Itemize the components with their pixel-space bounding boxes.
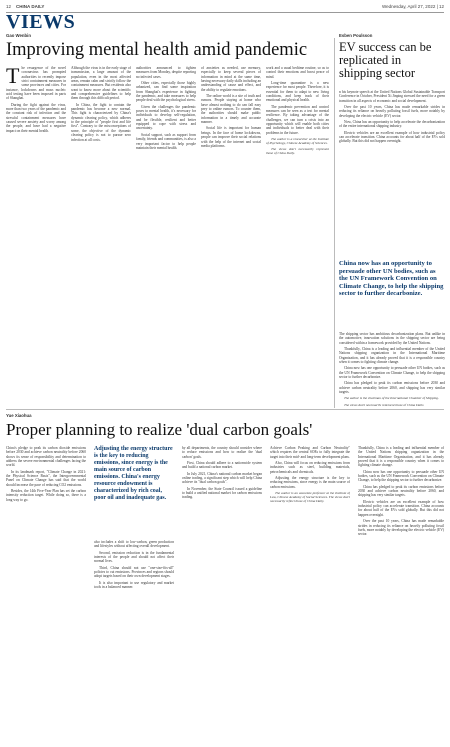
article1-column-5 (266, 66, 329, 406)
paragraph: It is also important to use regulatory and market tools in a balanced manner. (94, 580, 174, 590)
article3-column-2 (94, 540, 174, 742)
article1-column-2 (71, 66, 131, 406)
article2-pull-quote: China now has an opportunity to persuade other UN bodies, such as the UN Framework Convention on Climate Change, to help the shipping sector to further decarbonize. (339, 260, 444, 298)
article2-headline: EV success can be replicated in shipping sector (339, 40, 432, 81)
paragraph: by all departments, the country should consider where to reduce emissions and how to realize the 'dual carbon' goals. (182, 446, 262, 459)
paragraph: China's pledge to peak its carbon dioxide emissions before 2030 and achieve carbon neutrality before 2060 shows its sense of responsibility and determination to address the severe environmental challenges facing the world. (6, 446, 86, 468)
paragraph: In November, the State Council issued a guideline to build a unified national market for carbon emissions trading. (182, 486, 262, 500)
paragraph: of anxieties as needed, use memory, especially to keep several pieces of information in mind at the same time, having necessary daily skills including an understanding of cause and effect, and the ability to regulate emotions. (201, 66, 261, 92)
article2-body-top (339, 90, 445, 240)
disclaimer: The views don't necessarily represent those of China Daily. (344, 402, 425, 406)
page-number: 12 (6, 4, 12, 9)
article1-headline: Improving mental health amid pandemic (6, 40, 308, 60)
article2-byline: Esben Poulsson (339, 33, 373, 38)
paragraph: Other cities, especially those highly urbanized, can find some inspiration from Shanghai's experience in fighting the pandemic, and take measures to help people deal with the psychological stress. (136, 81, 196, 103)
section-title: VIEWS (6, 11, 76, 33)
section-divider (6, 409, 444, 410)
paragraph: In China, the fight to contain the pandemic has become a new normal. This fight is characterized by China's dynamic clearing policy, which adheres to the principle of "people first and life first". Contrary to the misconceptions of some, the objective of the dynamic clearing policy is not to pursue zero infection at all costs. (71, 102, 131, 142)
paragraph: Achieve Carbon Peaking and Carbon Neutrality" which requires the central SOEs to fully integrate the target into their mid- and long-term development plans. (270, 446, 350, 459)
paragraph: China now has one opportunity to persuade other UN bodies, such as the UN Framework Convention on Climate Change, to help the shipping sector to further decarbonize. (339, 366, 445, 380)
article3-headline: Proper planning to realize 'dual carbon goals' (6, 420, 313, 439)
paragraph: The shipping sector has ambitious decarbonization plans. But unlike in the automotive, innovation solutions in the shipping sector are being considered within a framework provided by the United Nations. (339, 332, 445, 345)
article3-column-1 (6, 446, 86, 742)
issue-date: Wednesday, April 27, 2022 | 12 (381, 4, 444, 9)
paragraph: During the fight against the virus, more than two years of the pandemic and the constant risk of infection and the stressful containment measures have caused severe anxiety and worry among the people, and have had a negative impact on their mental health. (6, 102, 66, 133)
paragraph: In its landmark report, "Climate Change in 2021: the Physical Science Basis", the Intergovernmental Panel on Climate Change has said that the world should increase the pace of reducing CO2 emissions. (6, 469, 86, 487)
paragraph: The pandemic prevention and control measures can be seen as a test for mental resilience. By taking advantage of the challenges, we can turn a crisis into an opportunity which will enable both cities and individuals to better deal with their problems in the future. (266, 104, 329, 135)
article3-column-3 (182, 446, 262, 742)
paragraph: Long-time quarantine is a new experience for most people. Therefore, it is essential for them to adapt to new living conditions, and keep track of their emotional and physical health. (266, 81, 329, 103)
paragraph: Thankfully, China is a leading and influential member of the United Nations shipping organization in the International Maritime Organization, and it has already proved that it is a responsible country when it comes to fighting climate change. (339, 347, 445, 365)
paragraph: Also, China will focus on reducing emissions from industries such as steel, building materials, petrochemicals and chemicals. (270, 461, 350, 474)
paragraph: he resurgence of the novel coronavirus has prompted authorities to recently impose strict containment measures in some provinces and cities. For instance, lockdowns and mass nucleic acid testing have been imposed in parts of Shanghai. (6, 66, 66, 101)
article2-body-bottom (339, 332, 445, 406)
paragraph: Over the past 10 years, China has made remarkable strides in reducing its reliance on heavily polluting fossil fuels, more notably by developing the electric vehicle (EV) sector. (339, 105, 445, 118)
paragraph: First, China should adhere to a nationwide system and build a national carbon market. (182, 461, 262, 470)
paragraph: also includes a shift to low-carbon, green production and lifestyles without affecting overall development. (94, 540, 174, 549)
paragraph: In July 2021, China's national carbon market began online trading, a significant step which will help China achieve its "dual carbon goals". (182, 471, 262, 485)
paragraph: Now, China has an opportunity to help accelerate the decarbonization of the entire international shipping industry. (339, 120, 445, 129)
paragraph: Social support, such as support from family, friends and communities, is also a very important factor to help people maintain their mental health. (136, 132, 196, 150)
article3-pull-quote: Adjusting the energy structure is the key to reducing emissions, since energy is the main source of carbon emissions. China's energy resource endowment is characterized by rich coal, poor oil and inadequate gas. (94, 446, 173, 501)
paragraph: Second, emission reduction is in the fundamental interests of the people and should not affect their normal lives. (94, 550, 174, 564)
paragraph: China now has one opportunity to persuade other UN bodies, such as the UN Framework Convention on Climate Change, to help the shipping sector to further decarbonize. (358, 469, 444, 483)
paragraph: Besides, the 14th Five-Year Plan has set the carbon intensity reduction target. While doing so, there is a long way to go. (6, 489, 86, 502)
paragraph: Given the challenges the pandemic poses to mental health, it's necessary for individuals to develop self-regulation, and be flexible, resilient and better equipped to cope with stress and uncertainty. (136, 104, 196, 131)
paragraph: n his keynote speech at the United Nations Global Sustainable Transport Conference in October, President Xi Jinping stressed the need for a green transition in all aspects of economic and social development. (339, 90, 445, 103)
paragraph: Over the past 10 years, China has made remarkable strides in reducing its reliance on heavily polluting fossil fuels, more notably by developing the electric vehicle (EV) sector. (358, 519, 444, 537)
article3-byline: Yue Xiaohua (6, 413, 32, 418)
column-divider (334, 38, 335, 408)
author-note: The author is a researcher at the Institute of Psychology, Chinese Academy of Sciences. (266, 137, 329, 146)
paragraph: Although the virus is in the early stage of transmission, a large amount of the population, even in the most affected areas, remain calm and strictly follow the containment measures. But residents also want to know more about the scientific and comprehensive guidelines to help them through this difficult period. (71, 66, 131, 101)
paragraph: Electric vehicles are an excellent example of how industrial policy can accelerate transition. China accounts for about half of the EVs sold globally. But this did not happen overnight. (339, 130, 445, 144)
article1-column-1 (6, 66, 66, 406)
newspaper-logo: CHINA DAILY (16, 4, 45, 9)
paragraph: Third, China should not use "one-size-fits-all" policies to cut emissions. Provinces and regions should adopt targets based on their own development stages. (94, 565, 174, 579)
article3-column-5 (358, 446, 444, 742)
paragraph: Social life is important for human beings. In the face of home lockdowns, people can improve their social relations with the help of the internet and social media platforms. (201, 126, 261, 148)
paragraph: Electric vehicles are an excellent example of how industrial policy can accelerate transition. China accounts for about half of the EVs sold globally. But this did not happen overnight. (358, 499, 444, 517)
paragraph: The online world is a site of truth and rumors. People staying at home who have almost nothing to do can fall easy prey to online rumors. To counter them, the authorities should make public information in a timely and accurate manner. (201, 94, 261, 125)
article1-column-3 (136, 66, 196, 406)
paragraph: China has pledged to peak its carbon emissions before 2030 and achieve carbon neutrality before 2060, and shipping has very similar targets. (358, 484, 444, 498)
author-note: The author is an associate professor at the Institute of Law, Chinese Academy of Social Sciences. The views don't necessarily reflect those of China Daily. (270, 491, 350, 504)
paragraph: Adjusting the energy structure is the key to reducing emissions, since energy is the main source of carbon emissions. (270, 476, 350, 489)
disclaimer: The views don't necessarily represent those of China Daily. (266, 147, 329, 156)
author-note: The author is the chairman of the International Chamber of Shipping. (344, 396, 439, 401)
drop-cap: T (6, 66, 20, 88)
article3-column-4 (270, 446, 350, 742)
article1-column-4 (201, 66, 261, 406)
paragraph: Thankfully, China is a leading and influential member of the United Nations shipping organization in the International Maritime Organization, and it has already proved that it is a responsible country when it comes to fighting climate change. (358, 446, 444, 468)
paragraph: work and a usual bedtime routine, so as to control their emotions and boost peace of mind. (266, 66, 329, 79)
paragraph: authorities announced to tighten measures from Monday, despite reporting no infected cases. (136, 66, 196, 79)
article1-byline: Gao Wenbin (6, 33, 31, 38)
paragraph: China has pledged to peak its carbon emissions before 2030 and achieve carbon neutrality before 2060, and shipping has very similar targets. (339, 381, 445, 395)
